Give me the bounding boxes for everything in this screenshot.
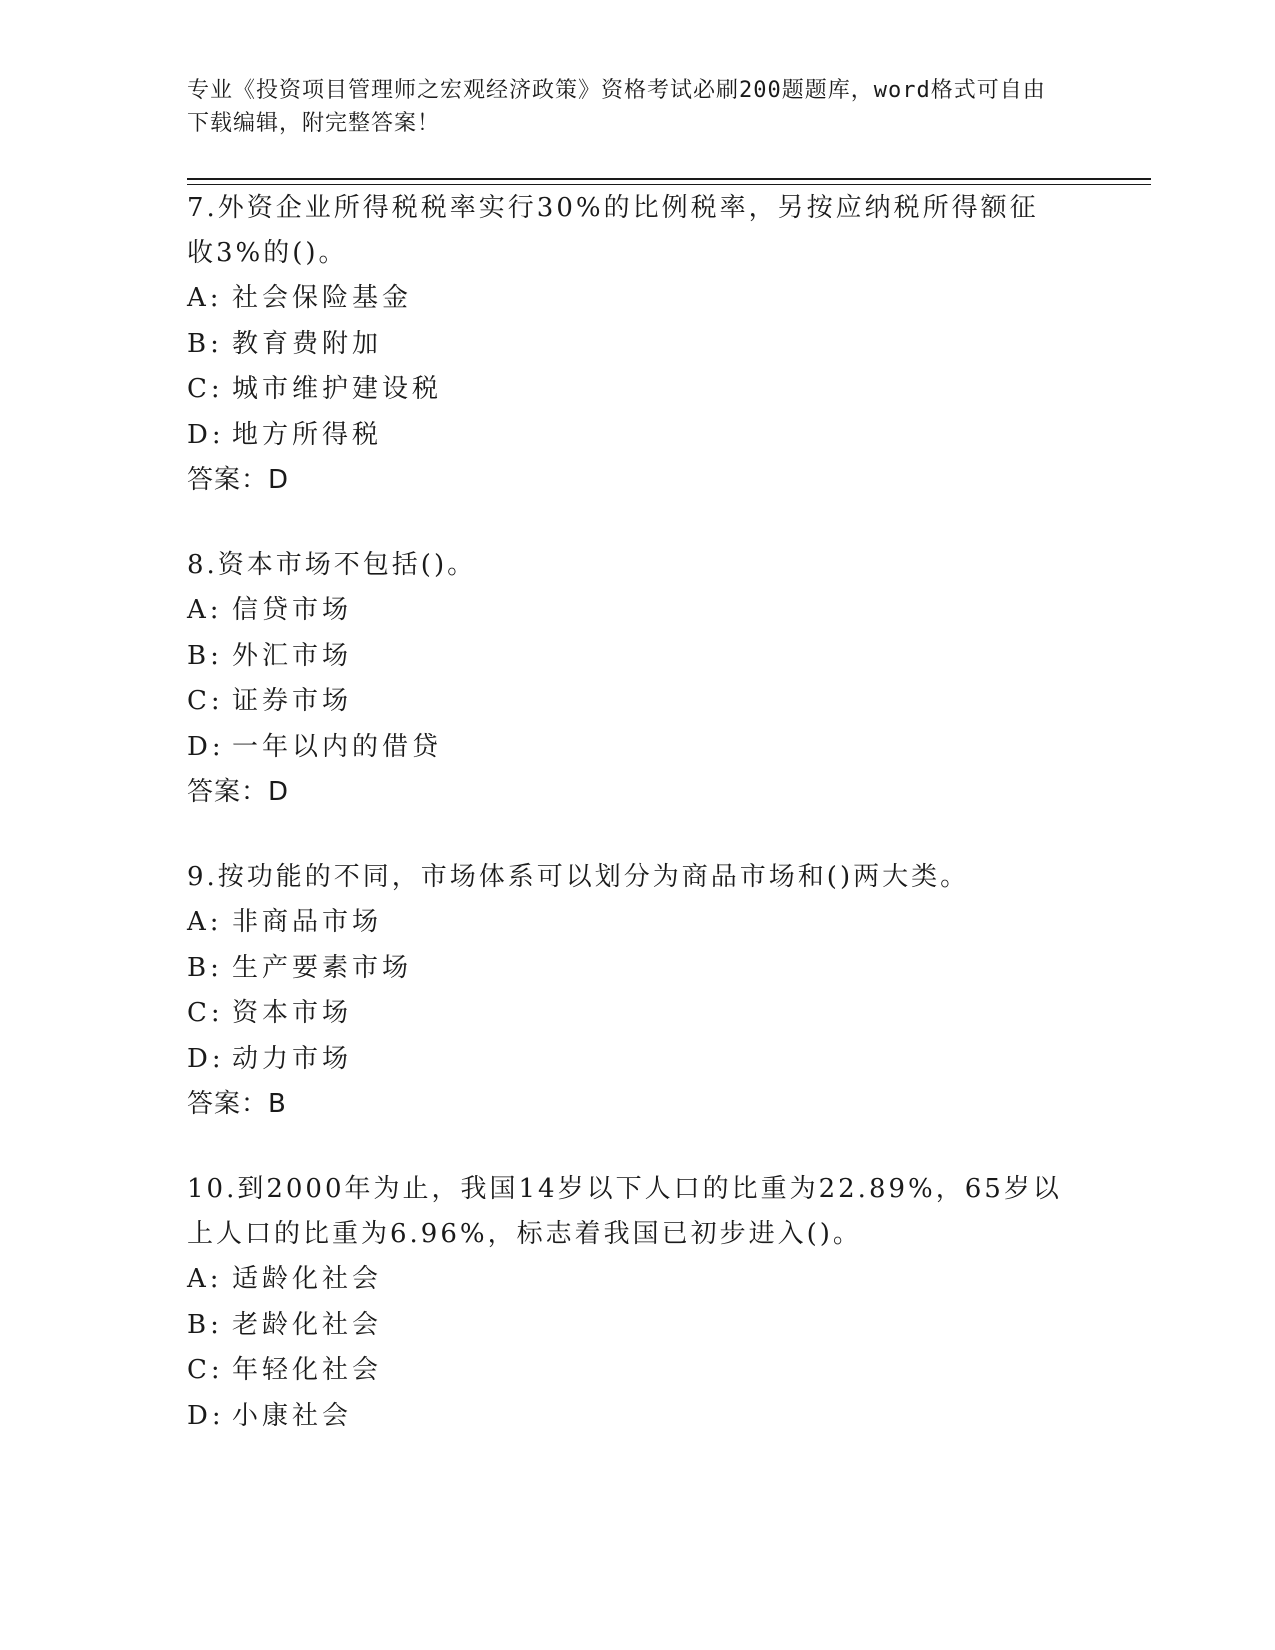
document-header: 专业《投资项目管理师之宏观经济政策》资格考试必刷200题题库，word格式可自由下载编辑，附完整答案！	[187, 78, 1046, 136]
option-c	[187, 367, 1067, 413]
option-key: D:	[187, 419, 225, 450]
question-stem: 7.外资企业所得税税率实行30%的比例税率，另按应纳税所得额征收3%的()。	[187, 193, 1039, 268]
option-key: C:	[187, 998, 224, 1028]
option-key: A:	[187, 907, 223, 937]
option-key: C:	[187, 686, 224, 716]
option-d	[187, 413, 1067, 459]
question-7	[187, 186, 1067, 503]
option-key: A:	[187, 595, 223, 625]
answer: 答案：D	[187, 465, 290, 495]
option-text: 资本市场	[232, 998, 353, 1028]
option-text: 动力市场	[232, 1043, 353, 1074]
option-b	[187, 946, 1067, 992]
option-text: 年轻化社会	[232, 1355, 383, 1385]
option-key: D:	[187, 731, 225, 762]
option-key: B:	[187, 640, 223, 671]
option-a	[187, 588, 1067, 634]
option-c	[187, 991, 1067, 1037]
option-key: C:	[187, 374, 224, 404]
option-text: 社会保险基金	[232, 283, 413, 313]
answer: 答案：D	[187, 777, 290, 807]
option-text: 证券市场	[232, 686, 353, 716]
question-stem: 8.资本市场不包括()。	[187, 550, 477, 580]
option-b	[187, 634, 1067, 680]
option-a	[187, 1257, 1067, 1303]
option-key: A:	[187, 1264, 223, 1294]
option-b	[187, 322, 1067, 368]
option-a	[187, 276, 1067, 322]
question-10	[187, 1167, 1067, 1439]
option-text: 一年以内的借贷	[232, 731, 443, 762]
option-text: 非商品市场	[232, 907, 383, 937]
option-text: 适龄化社会	[232, 1264, 383, 1294]
question-stem: 10.到2000年为止，我国14岁以下人口的比重为22.89%，65岁以上人口的比重为6.96%，标志着我国已初步进入()。	[187, 1174, 1062, 1249]
option-key: B:	[187, 1309, 223, 1340]
option-c	[187, 679, 1067, 725]
header-divider-thin	[187, 184, 1151, 185]
option-key: A:	[187, 283, 223, 313]
question-stem: 9.按功能的不同，市场体系可以划分为商品市场和()两大类。	[187, 862, 970, 892]
option-text: 小康社会	[232, 1400, 353, 1431]
option-key: B:	[187, 952, 223, 983]
option-text: 地方所得税	[232, 419, 383, 450]
option-a	[187, 900, 1067, 946]
option-text: 信贷市场	[232, 595, 353, 625]
option-d	[187, 1394, 1067, 1440]
option-c	[187, 1348, 1067, 1394]
option-d	[187, 1037, 1067, 1083]
option-text: 生产要素市场	[232, 952, 413, 983]
header-divider-thick	[187, 178, 1151, 180]
option-b	[187, 1303, 1067, 1349]
option-key: B:	[187, 328, 223, 359]
option-text: 教育费附加	[232, 328, 383, 359]
option-text: 城市维护建设税	[232, 374, 443, 404]
option-key: C:	[187, 1355, 224, 1385]
option-text: 外汇市场	[232, 640, 353, 671]
answer: 答案：B	[187, 1089, 287, 1119]
option-text: 老龄化社会	[232, 1309, 383, 1340]
option-key: D:	[187, 1043, 225, 1074]
question-9	[187, 855, 1067, 1127]
question-8	[187, 543, 1067, 815]
option-d	[187, 725, 1067, 771]
option-key: D:	[187, 1400, 225, 1431]
